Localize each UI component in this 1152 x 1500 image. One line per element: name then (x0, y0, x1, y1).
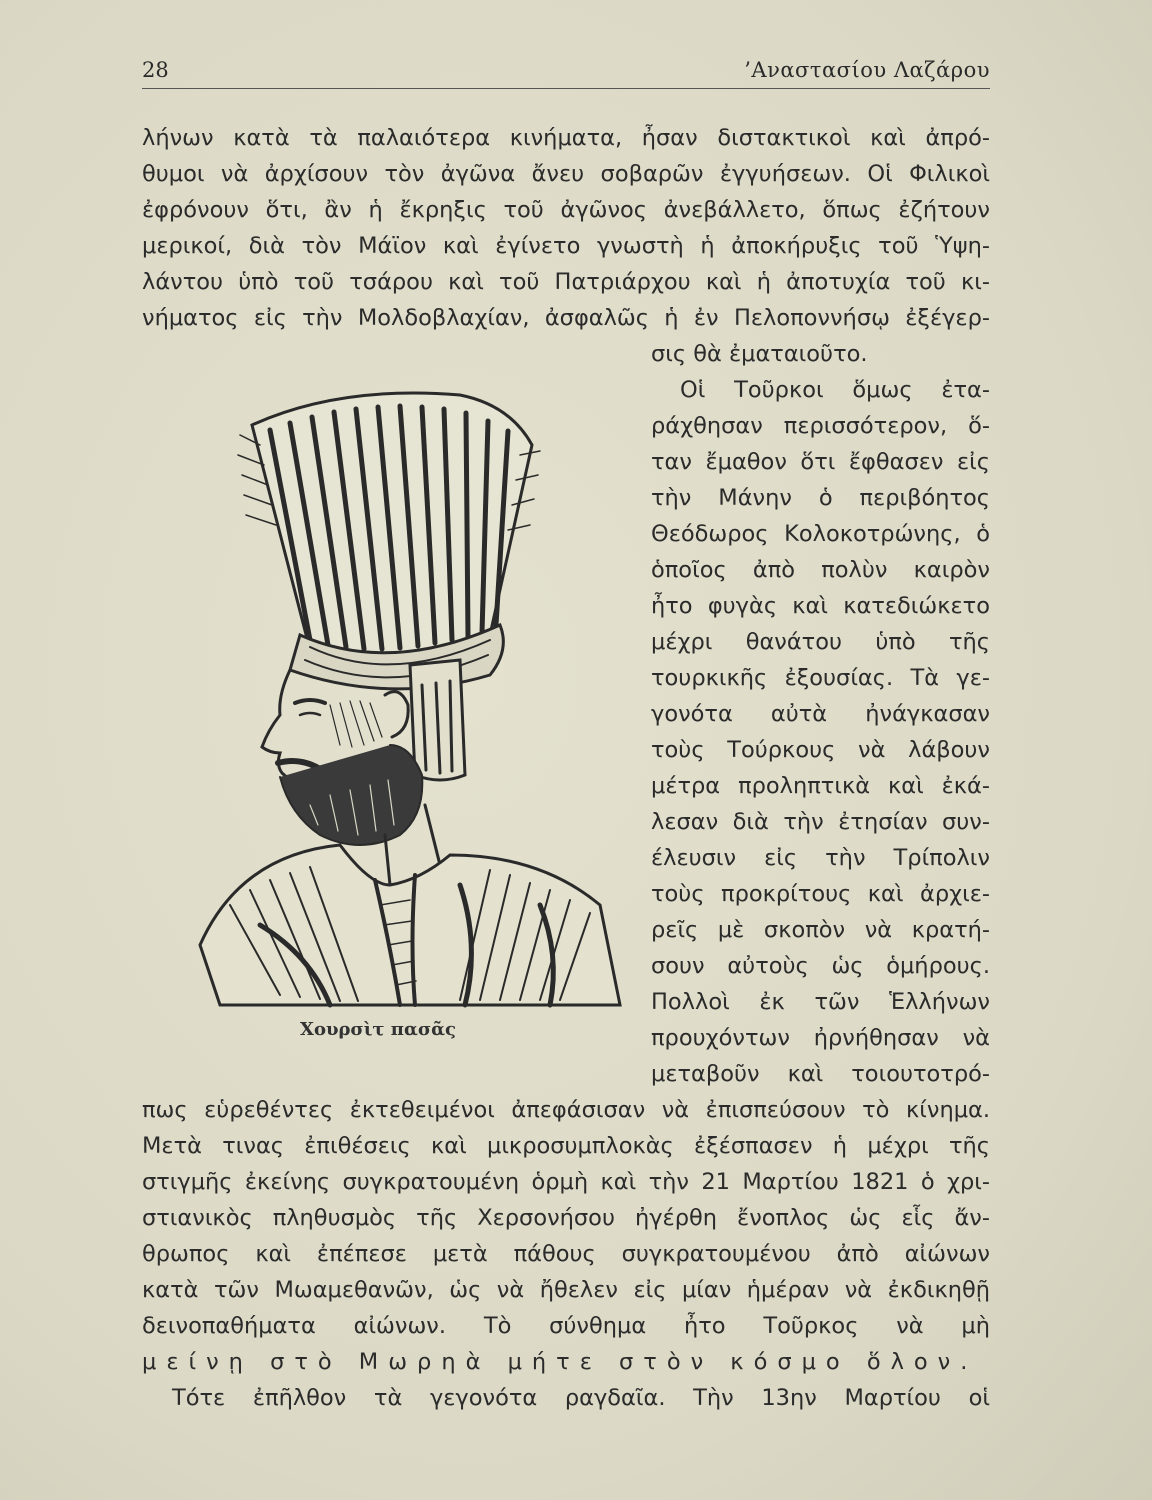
text-line: πως εὑρεθέντες ἐκτεθειμένοι ἀπεφάσισαν νὰ ἐπισπεύσουν τὸ κίνημα. (142, 1097, 990, 1123)
page-number: 28 (142, 58, 169, 82)
text-line: θυμοι νὰ ἀρχίσουν τὸν ἀγῶνα ἄνευ σοβαρῶν ἐγγυήσεων. Οἱ Φιλικοὶ (142, 161, 990, 187)
text-line: Πολλοὶ ἐκ τῶν Ἑλλήνων (651, 989, 990, 1015)
text-line: σις θὰ ἐματαιοῦτο. (651, 341, 868, 367)
text-line: μεταβοῦν καὶ τοιουτοτρό- (651, 1061, 990, 1087)
text-line: νήματος εἰς τὴν Μολδοβλαχίαν, ἀσφαλῶς ἡ ἐν Πελοποννήσῳ ἐξέγερ- (142, 305, 990, 331)
text-line: προυχόντων ἠρνήθησαν νὰ (651, 1025, 990, 1051)
text-line: τοὺς Τούρκους νὰ λάβουν (651, 737, 990, 763)
text-line: Μετὰ τινας ἐπιθέσεις καὶ μικροσυμπλοκὰς ἐξέσπασεν ἡ μέχρι τῆς (142, 1133, 990, 1159)
text-line: θρωπος καὶ ἐπέπεσε μετὰ πάθους συγκρατουμένου ἀπὸ αἰώνων (142, 1241, 990, 1267)
text-line: λάντου ὑπὸ τοῦ τσάρου καὶ τοῦ Πατριάρχου καὶ ἡ ἀποτυχία τοῦ κι- (142, 269, 990, 295)
text-line: κατὰ τῶν Μωαμεθανῶν, ὡς νὰ ἤθελεν εἰς μίαν ἡμέραν νὰ ἐκδικηθῇ (142, 1277, 990, 1303)
text-line: τὴν Μάνην ὁ περιβόητος (651, 485, 990, 511)
header-rule (142, 88, 990, 89)
portrait-engraving (160, 385, 630, 1025)
text-line: ὁποῖος ἀπὸ πολὺν καιρὸν (651, 557, 990, 583)
text-line: ἦτο φυγὰς καὶ κατεδιώκετο (651, 593, 990, 619)
text-line: δεινοπαθήματα αἰώνων. Τὸ σύνθημα ἦτο Τοῦρκος νὰ μὴ (142, 1313, 990, 1339)
text-line: μέχρι θανάτου ὑπὸ τῆς (651, 629, 990, 655)
text-line: έλευσιν εἰς τὴν Τρίπολιν (651, 845, 990, 871)
text-line: λήνων κατὰ τὰ παλαιότερα κινήματα, ἦσαν διστακτικοὶ καὶ ἀπρό- (142, 125, 990, 151)
text-line: σουν αὐτοὺς ὡς ὁμήρους. (651, 953, 990, 979)
page-header (142, 58, 990, 88)
text-line-spaced: μείνῃ στὸ Μωρηὰ μήτε στὸν κόσμο ὅλον. (142, 1349, 978, 1375)
text-line: στιανικὸς πληθυσμὸς τῆς Χερσονήσου ἠγέρθη ἔνοπλος ὡς εἷς ἄν- (142, 1205, 990, 1231)
text-line: ἐφρόνουν ὅτι, ἂν ἡ ἔκρηξις τοῦ ἀγῶνος ἀνεβάλλετο, ὅπως ἐζήτουν (142, 197, 990, 223)
text-line: γονότα αὐτὰ ἠνάγκασαν (651, 701, 990, 727)
text-line: τουρκικῆς ἐξουσίας. Τὰ γε- (651, 665, 990, 691)
portrait-figure (160, 385, 630, 1025)
text-line: μέτρα προληπτικὰ καὶ ἐκά- (651, 773, 990, 799)
text-line: Τότε ἐπῆλθον τὰ γεγονότα ραγδαῖα. Τὴν 13ην Μαρτίου οἱ (172, 1385, 990, 1411)
running-head: ’Αναστασίου Λαζάρου (744, 58, 990, 82)
text-line: τοὺς προκρίτους καὶ ἀρχιε- (651, 881, 990, 907)
text-line: ρεῖς μὲ σκοπὸν νὰ κρατή- (651, 917, 990, 943)
text-line: Οἱ Τοῦρκοι ὅμως ἐτα- (680, 377, 990, 403)
text-line: λεσαν διὰ τὴν ἐτησίαν συν- (651, 809, 990, 835)
text-line: στιγμῆς ἐκείνης συγκρατουμένη ὁρμὴ καὶ τὴν 21 Μαρτίου 1821 ὁ χρι- (142, 1169, 990, 1195)
figure-caption: Χουρσὶτ πασᾶς (300, 1019, 456, 1040)
text-line: ράχθησαν περισσότερον, ὅ- (651, 413, 990, 439)
text-line: Θεόδωρος Κολοκοτρώνης, ὁ (651, 521, 990, 547)
text-line: ταν ἔμαθον ὅτι ἔφθασεν εἰς (651, 449, 990, 475)
text-line: μερικοί, διὰ τὸν Μάϊον καὶ ἐγίνετο γνωστὴ ἡ ἀποκήρυξις τοῦ Ὑψη- (142, 233, 990, 259)
